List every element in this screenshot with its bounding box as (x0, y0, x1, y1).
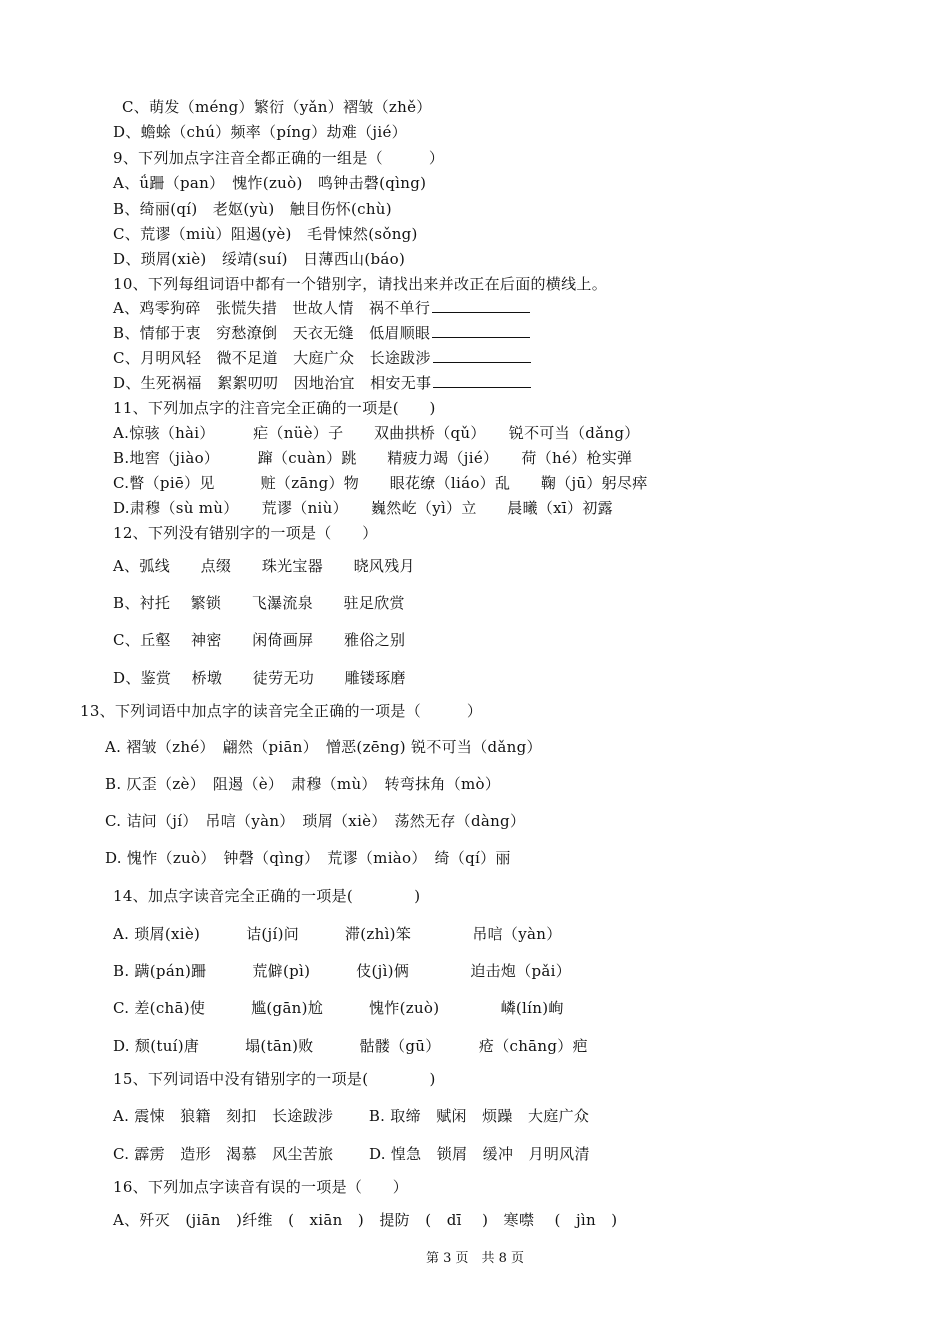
question-16: 16、下列加点字读音有误的一项是（ ） (113, 1178, 409, 1196)
q12-option-c: C、丘壑 神密 闲倚画屏 雅俗之别 (113, 631, 406, 649)
q9-option-d: D、琐屑(xiè) 绥靖(suí) 日薄西山(báo) (113, 250, 406, 268)
q15-options-cd: C. 霹雳 造形 渴慕 风尘苦旅 D. 惶急 锁屑 缓冲 月明风清 (113, 1145, 590, 1163)
answer-blank (432, 299, 530, 313)
q10-option-b (113, 323, 530, 343)
answer-blank (433, 349, 531, 363)
question-9: 9、下列加点字注音全都正确的一组是（ ） (113, 149, 445, 167)
q15-options-ab: A. 震悚 狼籍 刻扣 长途跋涉 B. 取缔 赋闲 烦躁 大庭广众 (113, 1107, 590, 1125)
q10-option-b-text: B、情郁于衷 穷愁潦倒 天衣无缝 低眉顺眼 (113, 324, 431, 342)
q14-option-b: B. 蹒(pán)跚 荒僻(pì) 伎(jì)俩 迫击炮（pǎi） (113, 962, 572, 980)
q9-option-c: C、荒谬（miù）阻遏(yè) 毛骨悚然(sǒng) (113, 225, 418, 243)
q10-option-a (113, 298, 530, 318)
q10-option-c-text: C、月明风轻 微不足道 大庭广众 长途跋涉 (113, 349, 431, 367)
q10-option-a-text: A、鸡零狗碎 张慌失措 世故人情 祸不单行 (113, 299, 431, 317)
q13-option-a: A. 褶皱（zhé） 翩然（piān） 憎恶(zēng) 锐不可当（dǎng） (105, 738, 542, 756)
page-footer: 第 3 页 共 8 页 (425, 1251, 525, 1266)
q10-option-d-text: D、生死祸福 絮絮叨叨 因地治宜 相安无事 (113, 374, 432, 392)
line-d-option: D、蟾蜍（chú）频率（pínɡ）劫难（jié） (113, 123, 407, 141)
q14-option-c: C. 差(chā)使 尴(gān)尬 愧怍(zuò) 嶙(lín)峋 (113, 999, 564, 1017)
q11-option-c: C.瞥（piē）见 赃（zāng）物 眼花缭（liáo）乱 鞠（jū）躬尽瘁 (113, 474, 648, 492)
q13-option-b: B. 仄歪（zè） 阻遏（è） 肃穆（mù） 转弯抹角（mò） (105, 775, 501, 793)
q10-option-c (113, 348, 531, 368)
q9-option-b: B、绮丽(qí) 老妪(yù) 触目伤怀(chù) (113, 200, 392, 218)
q16-option-a: A、歼灭 (jiān )纤维 ( xiān ) 提防 ( dī ) 寒噤 ( jìn ) (113, 1211, 618, 1229)
question-10: 10、下列每组词语中都有一个错别字，请找出来并改正在后面的横线上。 (113, 275, 607, 293)
q11-option-b: B.地窖（jiào） 蹿（cuàn）跳 精疲力竭（jié） 荷（hé）枪实弹 (113, 449, 633, 467)
q14-option-d: D. 颓(tuí)唐 塌(tān)败 骷髅（gū） 疮（chāng）疤 (113, 1037, 588, 1055)
q11-option-d: D.肃穆（sù mù） 荒谬（niù） 巍然屹（yì）立 晨曦（xī）初露 (113, 499, 613, 517)
q12-option-b: B、衬托 繁锁 飞瀑流泉 驻足欣赏 (113, 594, 405, 612)
question-13: 13、下列词语中加点字的读音完全正确的一项是（ ） (80, 702, 483, 720)
q13-option-d: D. 愧怍（zuò） 钟磬（qìng） 荒谬（miào） 绮（qí）丽 (105, 849, 511, 867)
q11-option-a: A.惊骇（hài） 疟（nüè）子 双曲拱桥（qǔ） 锐不可当（dǎng） (113, 424, 640, 442)
line-c-option: C、萌发（méng）繁衍（yǎn）褶皱（zhě） (122, 98, 432, 116)
q10-option-d (113, 373, 531, 393)
answer-blank (433, 374, 531, 388)
question-15: 15、下列词语中没有错别字的一项是( ) (113, 1070, 436, 1088)
q12-option-d: D、鉴赏 桥墩 徒劳无功 雕镂琢磨 (113, 669, 406, 687)
question-12: 12、下列没有错别字的一项是（ ） (113, 524, 378, 542)
q13-option-c: C. 诘问（jí） 吊唁（yàn） 琐屑（xiè） 荡然无存（dàng） (105, 812, 526, 830)
question-14: 14、加点字读音完全正确的一项是( ) (113, 887, 421, 905)
answer-blank (432, 324, 530, 338)
q9-option-a: A、ǘ跚（pan） 愧怍(zuò) 鸣钟击磬(qìng) (113, 174, 427, 192)
question-11: 11、下列加点字的注音完全正确的一项是( ) (113, 399, 436, 417)
q12-option-a: A、弧线 点缀 珠光宝器 晓风残月 (113, 557, 415, 575)
q14-option-a: A. 琐屑(xiè) 诘(jí)问 滞(zhì)笨 吊唁（yàn） (113, 925, 562, 943)
